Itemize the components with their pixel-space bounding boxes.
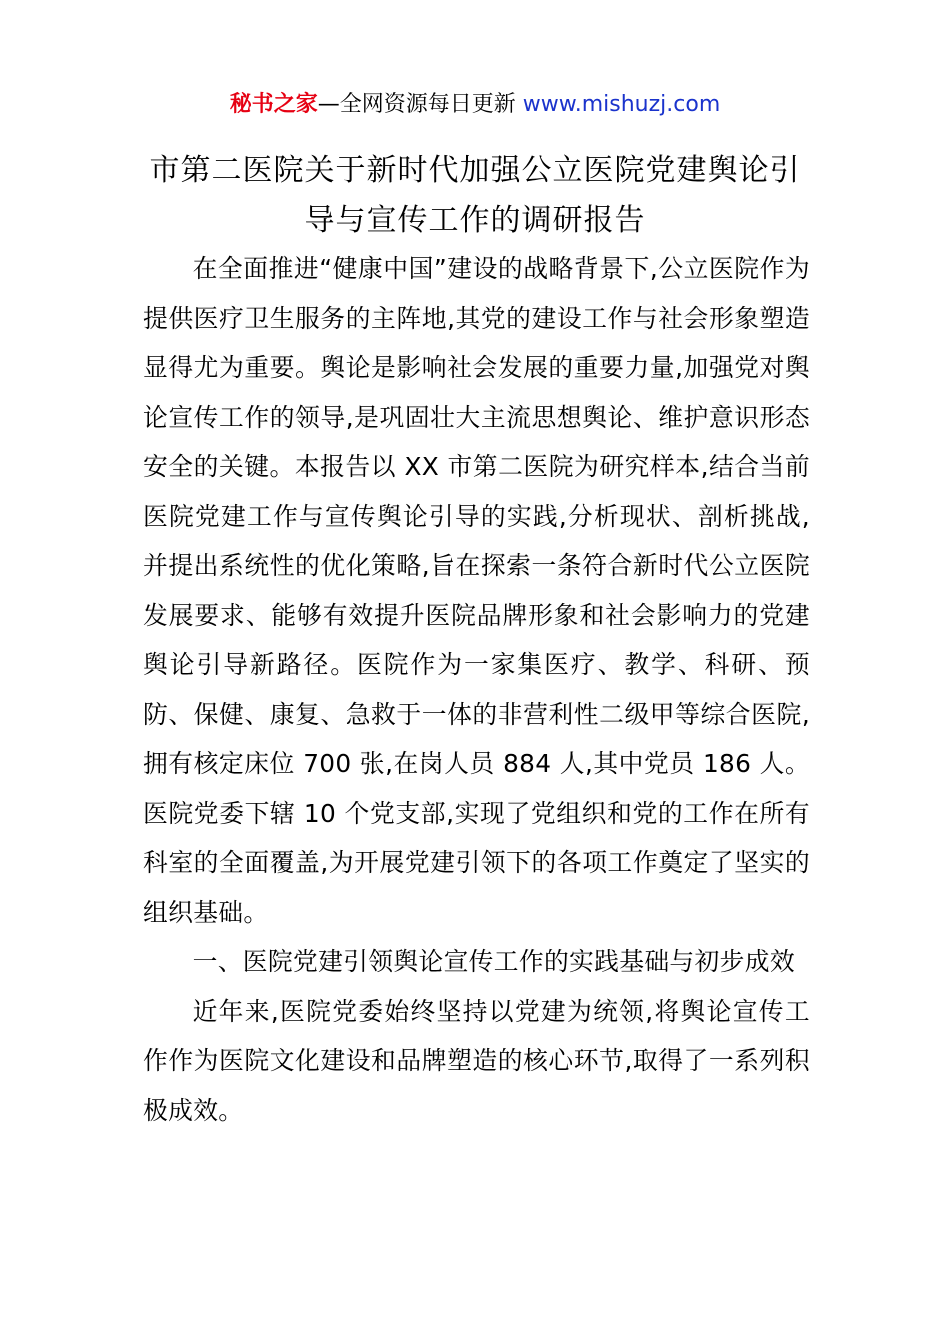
document-title: 市第二医院关于新时代加强公立医院党建舆论引导与宣传工作的调研报告 <box>149 153 801 238</box>
site-url-link[interactable]: www.mishuzj.com <box>522 92 721 117</box>
section-heading: 一、医院党建引领舆论宣传工作的实践基础与初步成效 <box>192 947 795 976</box>
section-paragraph: 近年来,医院党委始终坚持以党建为统领,将舆论宣传工作作为医院文化建设和品牌塑造的核心环节,取得了一系列积极成效。 <box>143 996 810 1125</box>
intro-paragraph: 在全面推进“健康中国”建设的战略背景下,公立医院作为提供医疗卫生服务的主阵地,其党的建设工作与社会形象塑造显得尤为重要。舆论是影响社会发展的重要力量,加强党对舆论宣传工作的领导,是巩固壮大主流思想舆论、维护意识形态安全的关键。本报告以 XX 市第二医院为研究样本,结合当前医院党建工作与宣传舆论引导的实践,分析现状、剖析挑战,并提出系统性的优化策略,旨在探索一条符合新时代公立医院发展要求、能够有效提升医院品牌形象和社会影响力的党建舆论引导新路径。医院作为一家集医疗、教学、科研、预防、保健、康复、急救于一体的非营利性二级甲等综合医院,拥有核定床位 700 张,在岗人员 884 人,其中党员 186 人。医院党委下辖 10 个党支部,实现了党组织和党的工作在所有科室的全面覆盖,为开展党建引领下的各项工作奠定了坚实的组织基础。 <box>143 254 810 927</box>
document-body <box>143 244 810 1135</box>
site-brand: 秘书之家 <box>229 92 318 117</box>
site-header <box>0 88 950 122</box>
site-tagline: —全网资源每日更新 <box>317 92 523 117</box>
